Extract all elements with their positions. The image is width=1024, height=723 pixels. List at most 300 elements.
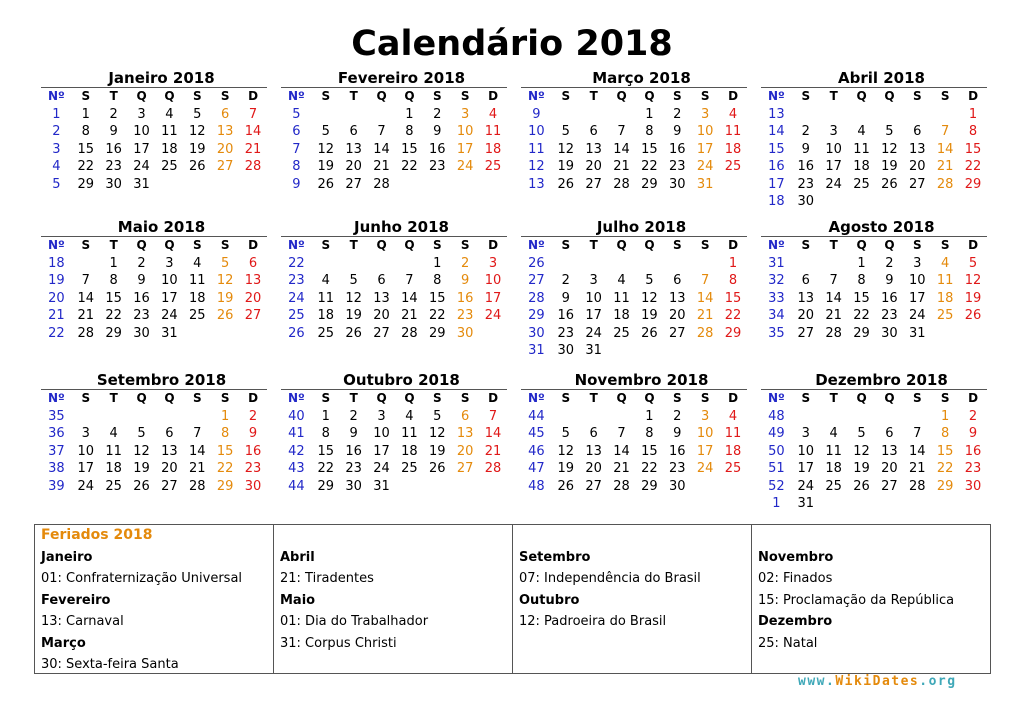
day-cell: 19 — [557, 461, 575, 476]
day-cell: 15 — [853, 290, 870, 306]
weekday-label: S — [192, 391, 202, 405]
day-cell — [903, 106, 931, 124]
day-cell: 18 — [161, 141, 178, 157]
day-cell: 2 — [433, 106, 442, 122]
day-cell: 15 — [317, 443, 335, 459]
holiday-column — [35, 525, 274, 673]
holiday-month: Abril — [280, 549, 315, 565]
day-cell — [931, 325, 959, 343]
day-cell: 21 — [244, 141, 262, 157]
day-cell: 12 — [557, 141, 575, 157]
day-cell — [820, 193, 848, 211]
day-cell: 7 — [617, 124, 626, 139]
week-number: 10 — [528, 124, 545, 139]
day-cell: 8 — [728, 273, 738, 288]
weekday-header — [41, 237, 267, 255]
day-cell: 15 — [936, 443, 954, 459]
weekday-label: S — [81, 391, 91, 405]
day-cell — [479, 478, 507, 496]
week-row — [761, 106, 987, 124]
day-cell: 15 — [641, 141, 658, 157]
day-cell: 3 — [461, 106, 470, 122]
day-cell: 21 — [613, 159, 630, 174]
week-number: 44 — [528, 408, 545, 424]
day-cell: 18 — [105, 461, 122, 476]
day-cell: 7 — [913, 426, 922, 441]
week-row — [281, 176, 507, 194]
day-cell: 8 — [81, 124, 90, 139]
day-cell: 18 — [853, 159, 870, 174]
day-cell — [903, 408, 931, 426]
day-cell: 4 — [857, 124, 866, 139]
weekday-label: D — [248, 89, 259, 103]
day-cell: 5 — [321, 124, 330, 139]
day-cell: 25 — [317, 325, 335, 341]
weekday-label: S — [321, 391, 331, 405]
week-row — [41, 325, 267, 343]
day-cell: 5 — [193, 106, 202, 122]
day-cell: 6 — [221, 106, 230, 122]
weekday-label: Q — [616, 89, 627, 103]
day-cell: 1 — [968, 106, 978, 122]
day-cell — [423, 176, 451, 194]
month-name: Maio 2018 — [117, 218, 206, 236]
day-cell: 10 — [456, 124, 474, 139]
week-number: 46 — [528, 443, 545, 459]
day-cell: 30 — [964, 478, 982, 494]
week-row — [761, 193, 987, 211]
week-number: 8 — [292, 159, 301, 174]
day-cell: 1 — [645, 408, 654, 424]
day-cell — [580, 106, 608, 124]
weekday-label: S — [220, 238, 230, 252]
day-cell: 2 — [673, 106, 682, 122]
day-cell: 11 — [401, 426, 418, 441]
day-cell: 3 — [488, 255, 498, 271]
day-cell — [875, 193, 903, 211]
day-cell — [719, 342, 747, 360]
weekday-label: S — [801, 238, 811, 252]
week-number: 6 — [292, 124, 301, 139]
weekday-header — [281, 237, 507, 255]
week-number: 14 — [768, 124, 785, 139]
day-cell: 1 — [728, 255, 738, 271]
day-cell: 22 — [964, 159, 982, 174]
day-cell: 7 — [488, 408, 498, 424]
week-number-header: Nº — [768, 391, 785, 405]
footer-brand[interactable]: www.WikiDates.org — [798, 674, 957, 689]
weekday-label: T — [349, 238, 358, 252]
day-cell: 27 — [881, 478, 898, 494]
day-cell: 30 — [244, 478, 262, 494]
weekday-label: S — [192, 89, 202, 103]
weekday-label: S — [912, 89, 922, 103]
day-cell: 8 — [405, 124, 414, 139]
day-cell: 4 — [728, 106, 738, 122]
week-number: 25 — [288, 308, 305, 323]
holiday-month: Maio — [280, 592, 316, 608]
day-cell: 14 — [825, 290, 842, 306]
day-cell: 17 — [696, 141, 714, 157]
day-cell: 20 — [373, 308, 390, 323]
month-name: Setembro 2018 — [96, 371, 227, 389]
day-cell: 7 — [701, 273, 710, 288]
day-cell: 11 — [105, 443, 122, 459]
day-cell: 26 — [557, 176, 575, 192]
day-cell: 5 — [645, 273, 654, 288]
day-cell: 18 — [724, 443, 742, 459]
day-cell: 20 — [244, 290, 262, 306]
day-cell — [792, 408, 820, 426]
day-cell: 10 — [585, 290, 602, 306]
week-row — [281, 158, 507, 176]
weekday-label: S — [220, 89, 230, 103]
day-cell: 4 — [617, 273, 626, 288]
holiday-item: 31: Corpus Christi — [280, 635, 397, 651]
week-number: 5 — [292, 106, 301, 122]
day-cell: 7 — [193, 426, 202, 441]
day-cell: 2 — [349, 408, 358, 424]
day-cell: 17 — [373, 443, 390, 459]
day-cell: 12 — [133, 443, 150, 459]
week-row — [41, 290, 267, 308]
day-cell: 17 — [825, 159, 842, 174]
day-cell: 6 — [377, 273, 386, 288]
day-cell — [552, 106, 580, 124]
day-cell: 24 — [696, 159, 714, 174]
weekday-label: Q — [616, 391, 627, 405]
day-cell: 30 — [133, 325, 150, 341]
weekday-label: Q — [856, 238, 867, 252]
weekday-label: S — [561, 238, 571, 252]
day-cell: 22 — [641, 461, 658, 476]
week-row — [761, 158, 987, 176]
day-cell: 16 — [345, 443, 362, 459]
day-cell: 4 — [405, 408, 414, 424]
day-cell: 28 — [244, 159, 262, 174]
day-cell — [820, 255, 848, 273]
week-row — [281, 443, 507, 461]
day-cell: 11 — [613, 290, 630, 306]
weekday-label: T — [829, 89, 838, 103]
day-cell: 6 — [589, 124, 598, 139]
weekday-label: S — [460, 89, 470, 103]
weekday-label: Q — [884, 391, 895, 405]
week-number: 22 — [48, 325, 65, 341]
weekday-label: D — [248, 391, 259, 405]
day-cell: 14 — [936, 141, 954, 157]
day-cell: 5 — [857, 426, 866, 441]
day-cell — [903, 495, 931, 513]
day-cell: 20 — [909, 159, 926, 174]
day-cell: 1 — [857, 255, 866, 271]
week-number: 48 — [768, 408, 785, 424]
month-name: Outubro 2018 — [343, 371, 460, 389]
day-cell: 6 — [248, 255, 258, 271]
week-number: 26 — [528, 255, 545, 271]
holiday-month: Março — [41, 635, 86, 651]
week-number-header: Nº — [288, 89, 305, 103]
day-cell: 25 — [161, 159, 178, 174]
day-cell: 31 — [373, 478, 390, 494]
week-row — [521, 255, 747, 273]
week-number: 1 — [772, 496, 781, 511]
weekday-header — [761, 390, 987, 408]
day-cell: 19 — [641, 308, 658, 323]
day-cell: 5 — [561, 124, 570, 139]
day-cell: 31 — [585, 343, 602, 358]
day-cell: 1 — [433, 255, 442, 271]
weekday-header — [521, 390, 747, 408]
day-cell: 14 — [189, 443, 206, 459]
weekday-label: S — [912, 238, 922, 252]
day-cell: 1 — [941, 408, 950, 424]
day-cell: 17 — [484, 290, 502, 306]
week-number: 19 — [48, 273, 65, 288]
day-cell: 14 — [244, 124, 262, 139]
day-cell: 14 — [484, 426, 502, 441]
day-cell: 25 — [189, 308, 206, 323]
week-row — [521, 141, 747, 159]
week-number: 48 — [528, 478, 545, 494]
day-cell: 1 — [405, 106, 414, 122]
day-cell: 8 — [321, 426, 330, 441]
week-row — [521, 290, 747, 308]
weekday-label: Q — [164, 238, 175, 252]
day-cell — [608, 408, 636, 426]
day-cell: 14 — [77, 290, 95, 306]
weekday-header — [281, 390, 507, 408]
holidays-box — [34, 524, 991, 674]
day-cell: 28 — [696, 325, 714, 341]
day-cell: 2 — [248, 408, 258, 424]
day-cell: 20 — [456, 443, 474, 459]
day-cell: 8 — [645, 124, 654, 139]
week-row — [41, 478, 267, 496]
week-number-header: Nº — [288, 391, 305, 405]
day-cell: 20 — [881, 461, 898, 476]
week-number: 28 — [528, 290, 545, 306]
weekday-label: Q — [376, 238, 387, 252]
weekday-label: T — [589, 89, 598, 103]
day-cell: 6 — [885, 426, 894, 441]
day-cell: 26 — [964, 308, 982, 323]
day-cell: 3 — [701, 408, 710, 424]
day-cell — [340, 255, 368, 273]
week-number: 39 — [48, 478, 65, 494]
week-row — [521, 342, 747, 360]
day-cell — [395, 255, 423, 273]
week-number: 33 — [768, 290, 785, 306]
week-row — [41, 123, 267, 141]
day-cell: 31 — [161, 325, 178, 341]
week-number: 43 — [288, 461, 305, 476]
weekday-label: S — [321, 238, 331, 252]
weekday-label: Q — [376, 89, 387, 103]
day-cell: 27 — [585, 176, 602, 192]
day-cell: 12 — [317, 141, 335, 157]
day-cell: 6 — [461, 408, 470, 424]
day-cell: 11 — [317, 290, 335, 306]
day-cell: 13 — [373, 290, 390, 306]
day-cell: 28 — [401, 325, 418, 341]
week-row — [41, 408, 267, 426]
day-cell: 25 — [105, 478, 122, 494]
week-number: 45 — [528, 426, 545, 441]
week-row — [281, 106, 507, 124]
weekday-label: Q — [856, 89, 867, 103]
day-cell: 19 — [429, 443, 446, 459]
weekday-label: S — [321, 89, 331, 103]
day-cell: 16 — [797, 159, 815, 174]
week-number: 9 — [532, 106, 541, 122]
week-row — [761, 495, 987, 513]
week-row — [281, 325, 507, 343]
week-number: 35 — [768, 325, 785, 341]
month-name: Fevereiro 2018 — [337, 69, 466, 87]
weekday-label: D — [728, 391, 739, 405]
week-row — [41, 255, 267, 273]
day-cell: 13 — [345, 141, 362, 157]
month-name: Abril 2018 — [838, 69, 925, 87]
weekday-label: T — [829, 238, 838, 252]
week-number: 23 — [288, 273, 305, 288]
day-cell — [479, 325, 507, 343]
weekday-label: Q — [616, 238, 627, 252]
day-cell — [451, 478, 479, 496]
day-cell: 2 — [461, 255, 470, 271]
day-cell — [959, 193, 987, 211]
day-cell: 27 — [669, 325, 686, 341]
day-cell — [635, 342, 663, 360]
day-cell: 29 — [429, 325, 446, 341]
day-cell: 27 — [345, 176, 362, 192]
weekday-header — [761, 88, 987, 106]
week-number: 52 — [768, 478, 785, 494]
day-cell: 10 — [909, 273, 926, 288]
day-cell: 7 — [617, 426, 626, 441]
holiday-item: 25: Natal — [758, 635, 818, 651]
weekday-label: Q — [644, 238, 655, 252]
weekday-label: D — [248, 238, 259, 252]
day-cell: 24 — [133, 159, 150, 174]
holiday-month: Novembro — [758, 549, 834, 565]
day-cell: 22 — [77, 159, 95, 174]
day-cell: 15 — [964, 141, 982, 157]
holidays-title: Feriados 2018 — [41, 527, 153, 543]
weekday-label: S — [81, 89, 91, 103]
holiday-item: 02: Finados — [758, 571, 833, 586]
week-row — [521, 272, 747, 290]
day-cell — [903, 193, 931, 211]
week-row — [41, 272, 267, 290]
day-cell: 7 — [829, 273, 838, 288]
day-cell — [312, 106, 340, 124]
day-cell: 23 — [797, 176, 815, 192]
day-cell: 9 — [461, 273, 470, 288]
day-cell: 9 — [673, 426, 682, 441]
day-cell: 16 — [557, 308, 575, 323]
day-cell: 10 — [696, 124, 714, 139]
day-cell: 9 — [801, 141, 810, 157]
day-cell: 16 — [669, 443, 686, 459]
day-cell — [608, 342, 636, 360]
week-row — [281, 141, 507, 159]
month-block — [521, 219, 747, 360]
day-cell: 30 — [669, 478, 686, 494]
day-cell: 15 — [641, 443, 658, 459]
week-number-header: Nº — [528, 238, 545, 252]
week-row — [281, 307, 507, 325]
day-cell: 21 — [401, 308, 418, 323]
day-cell: 27 — [585, 478, 602, 494]
week-row — [521, 460, 747, 478]
day-cell: 15 — [724, 290, 742, 306]
day-cell: 26 — [317, 176, 335, 192]
day-cell: 19 — [557, 159, 575, 174]
weekday-label: Q — [884, 89, 895, 103]
weekday-label: D — [968, 391, 979, 405]
month-block — [761, 219, 987, 342]
day-cell: 19 — [964, 290, 982, 306]
day-cell: 25 — [401, 461, 418, 476]
day-cell — [183, 408, 211, 426]
weekday-label: D — [488, 391, 499, 405]
month-name: Janeiro 2018 — [108, 69, 215, 87]
day-cell: 16 — [456, 290, 474, 306]
day-cell: 3 — [913, 255, 922, 271]
day-cell: 22 — [317, 461, 335, 476]
holiday-column — [752, 525, 990, 673]
week-number: 35 — [48, 408, 65, 424]
week-row — [761, 443, 987, 461]
week-number: 30 — [528, 325, 545, 341]
day-cell — [875, 408, 903, 426]
day-cell — [635, 255, 663, 273]
day-cell: 12 — [189, 124, 206, 139]
day-cell: 11 — [724, 426, 742, 441]
day-cell: 3 — [829, 124, 838, 139]
month-block — [521, 372, 747, 495]
day-cell: 17 — [456, 141, 474, 157]
day-cell: 13 — [669, 290, 686, 306]
weekday-label: S — [192, 238, 202, 252]
day-cell: 16 — [429, 141, 446, 157]
day-cell: 27 — [909, 176, 926, 192]
day-cell: 25 — [724, 461, 742, 476]
day-cell: 6 — [673, 273, 682, 288]
day-cell: 7 — [81, 273, 90, 288]
week-row — [761, 176, 987, 194]
month-block — [41, 70, 267, 193]
day-cell: 3 — [589, 273, 598, 288]
holiday-item: 01: Dia do Trabalhador — [280, 614, 429, 629]
day-cell: 15 — [216, 443, 234, 459]
week-number-header: Nº — [48, 238, 65, 252]
day-cell: 19 — [853, 461, 870, 476]
day-cell: 20 — [669, 308, 686, 323]
day-cell: 27 — [161, 478, 178, 494]
holiday-month: Dezembro — [758, 614, 833, 629]
week-number: 9 — [292, 176, 301, 192]
day-cell: 10 — [696, 426, 714, 441]
holiday-item: 07: Independência do Brasil — [519, 571, 701, 586]
day-cell — [72, 408, 100, 426]
day-cell: 23 — [429, 159, 446, 174]
day-cell — [663, 342, 691, 360]
weekday-label: T — [109, 89, 118, 103]
day-cell: 24 — [484, 308, 502, 323]
